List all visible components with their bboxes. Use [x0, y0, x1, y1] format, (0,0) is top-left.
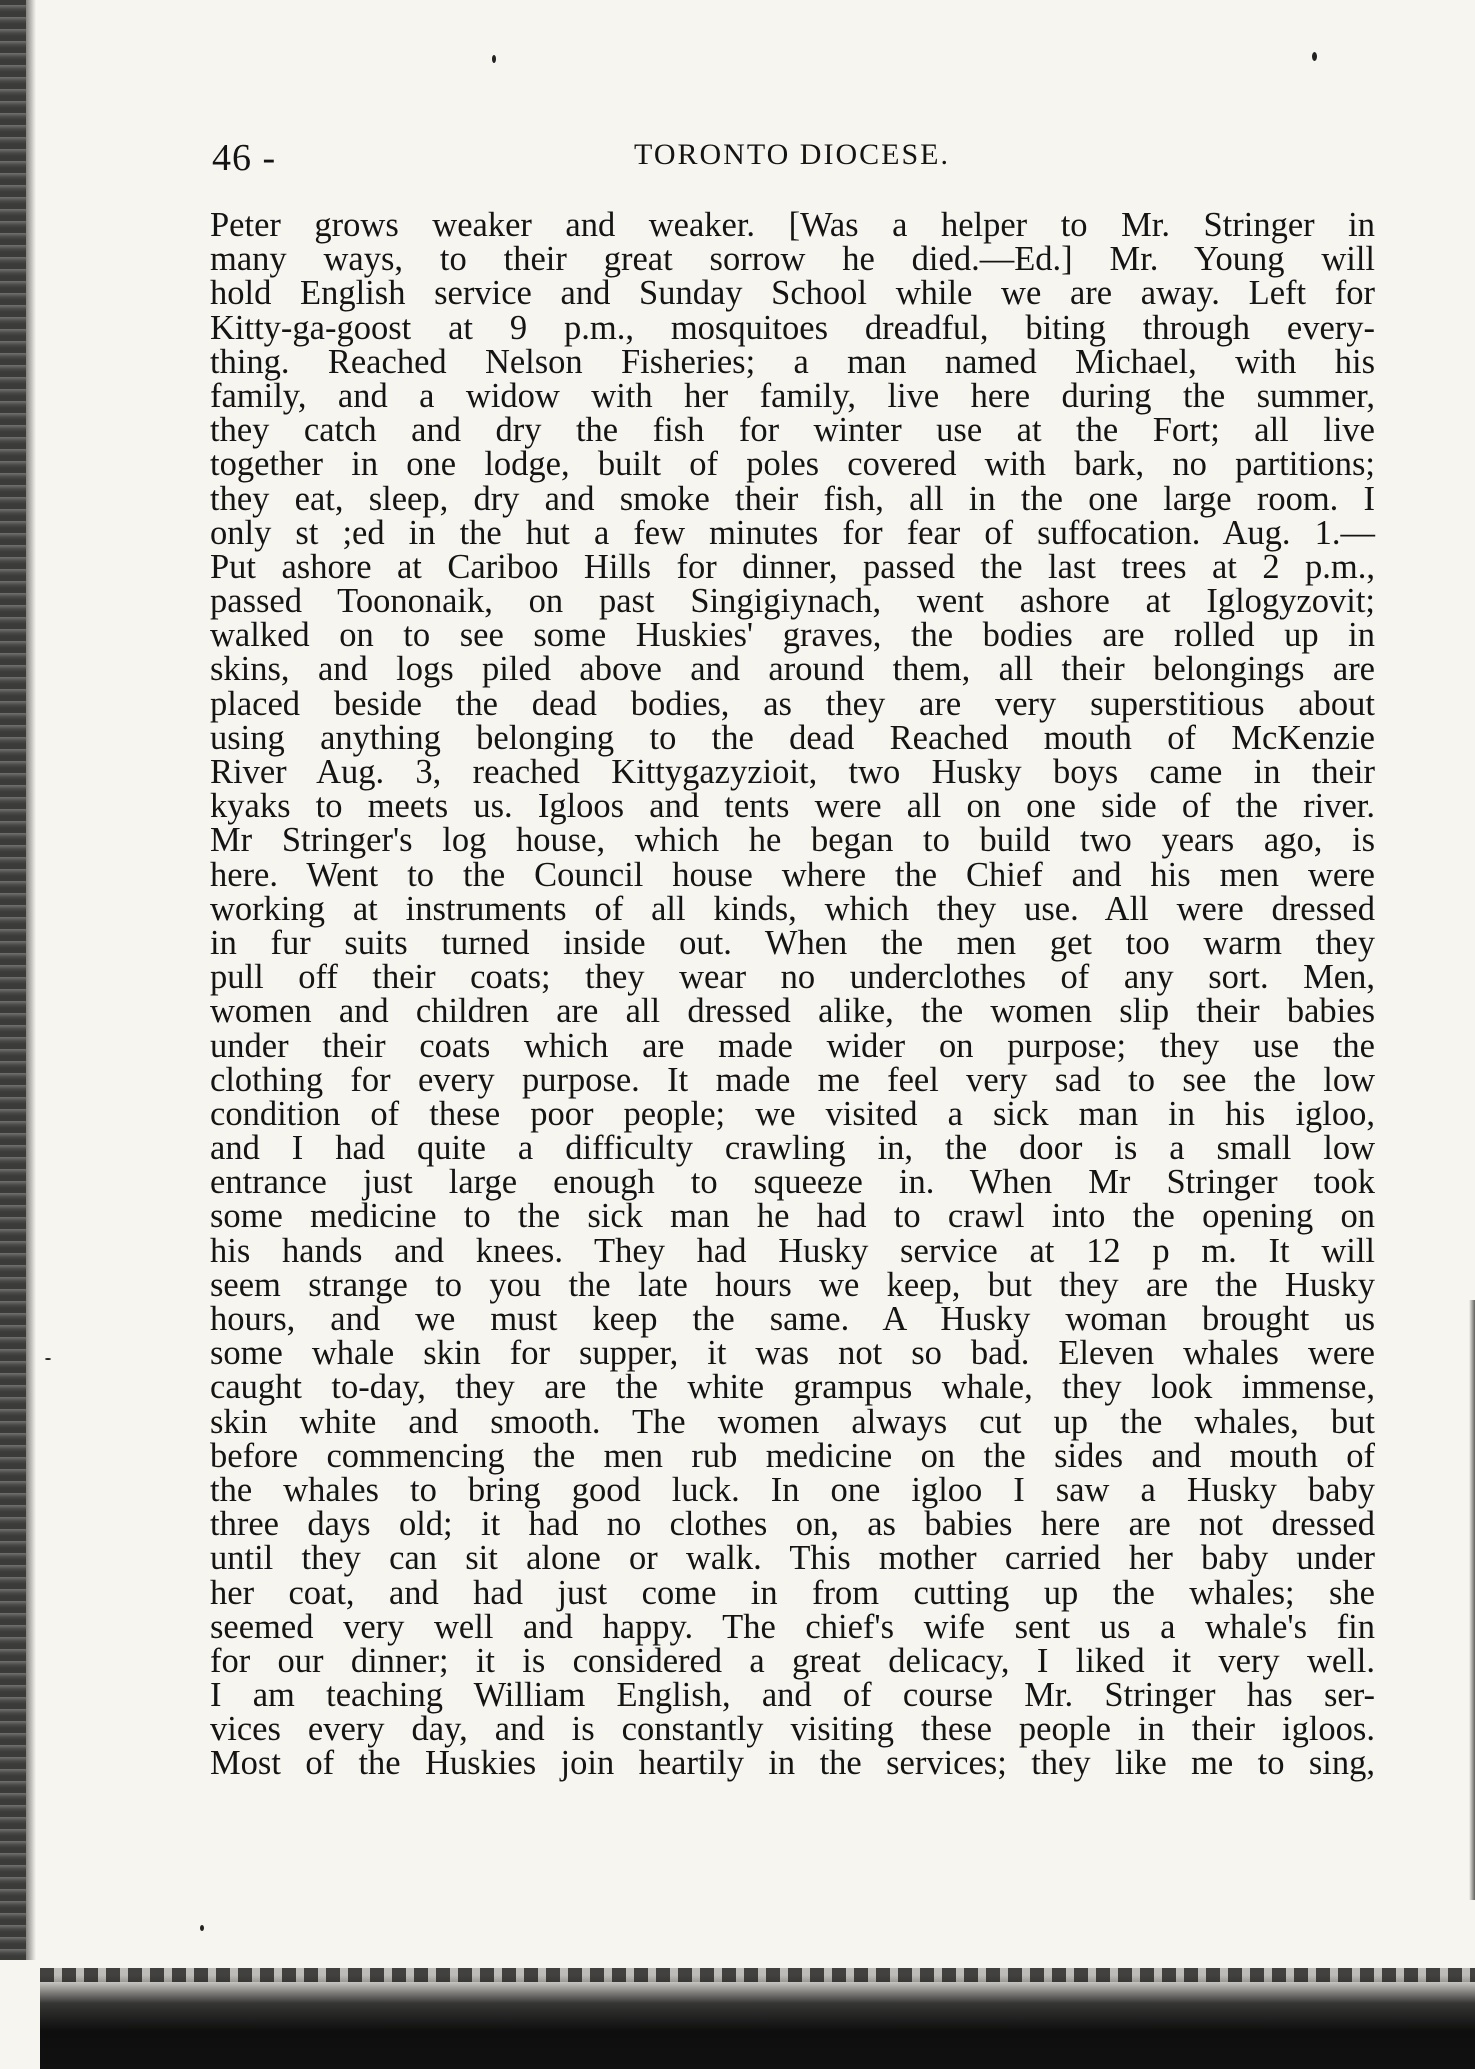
text-line: walked on to see some Huskies' graves, the bodies are rolled up in — [210, 616, 1375, 655]
text-line: for our dinner; it is considered a great delicacy, I liked it very well. — [210, 1641, 1375, 1680]
body-text — [210, 208, 1375, 1968]
text-line: they eat, sleep, dry and smoke their fish, all in the one large room. I — [210, 479, 1375, 518]
text-line: and I had quite a difficulty crawling in, the door is a small low — [210, 1129, 1375, 1168]
page-edge-shadow-right — [1469, 1300, 1475, 1900]
text-line: working at instruments of all kinds, which they use. All were dressed — [210, 889, 1375, 928]
text-line: in fur suits turned inside out. When the men get too warm they — [210, 923, 1375, 962]
running-title: TORONTO DIOCESE. — [634, 138, 950, 171]
text-line: women and children are all dressed alike, the women slip their babies — [210, 992, 1375, 1031]
text-line: passed Toononaik, on past Singigiynach, went ashore at Iglogyzovit; — [210, 582, 1375, 621]
text-line: River Aug. 3, reached Kittygazyzioit, two Husky boys came in their — [210, 753, 1375, 791]
text-line: condition of these poor people; we visited a sick man in his igloo, — [210, 1094, 1375, 1133]
text-line: family, and a widow with her family, live here during the summer, — [210, 376, 1375, 415]
text-line: some whale skin for supper, it was not so bad. Eleven whales were — [210, 1334, 1375, 1373]
text-line: thing. Reached Nelson Fisheries; a man named Michael, with his — [210, 342, 1375, 381]
text-line: before commencing the men rub medicine on the sides and mouth of — [210, 1436, 1375, 1475]
text-line: entrance just large enough to squeeze in. When Mr Stringer took — [210, 1163, 1375, 1202]
text-line: Peter grows weaker and weaker. [Was a helper to Mr. Stringer in — [210, 206, 1375, 244]
binding-shadow-left — [0, 0, 26, 1960]
text-line: three days old; it had no clothes on, as babies here are not dressed — [210, 1505, 1375, 1544]
scan-speck — [200, 1925, 204, 1931]
text-line: until they can sit alone or walk. This mother carried her baby under — [210, 1539, 1375, 1578]
scan-speck — [492, 55, 496, 63]
text-line: Put ashore at Cariboo Hills for dinner, passed the last trees at 2 p.m., — [210, 547, 1375, 586]
text-line: seem strange to you the late hours we keep, but they are the Husky — [210, 1265, 1375, 1304]
text-line: under their coats which are made wider on purpose; they use the — [210, 1026, 1375, 1065]
text-line: skin white and smooth. The women always cut up the whales, but — [210, 1402, 1375, 1441]
text-line: some medicine to the sick man he had to crawl into the opening on — [210, 1197, 1375, 1236]
text-line: Most of the Huskies join heartily in the services; they like me to sing, — [210, 1744, 1375, 1783]
text-line: many ways, to their great sorrow he died.—Ed.] Mr. Young will — [210, 240, 1375, 279]
binding-gradient — [26, 0, 36, 1960]
text-line: placed beside the dead bodies, as they are very superstitious about — [210, 684, 1375, 723]
scan-speck — [45, 1358, 51, 1360]
text-line: together in one lodge, built of poles covered with bark, no partitions; — [210, 445, 1375, 484]
running-head — [212, 136, 1372, 190]
text-line: hours, and we must keep the same. A Husky woman brought us — [210, 1300, 1375, 1338]
text-line: pull off their coats; they wear no underclothes of any sort. Men, — [210, 958, 1375, 997]
text-line: Kitty-ga-goost at 9 p.m., mosquitoes dreadful, biting through every- — [210, 308, 1375, 347]
text-line: clothing for every purpose. It made me feel very sad to see the low — [210, 1060, 1375, 1099]
text-line: caught to-day, they are the white grampus whale, they look immense, — [210, 1368, 1375, 1407]
text-line: they catch and dry the fish for winter use at the Fort; all live — [210, 411, 1375, 450]
text-line: skins, and logs piled above and around them, all their belongings are — [210, 650, 1375, 689]
text-line: kyaks to meets us. Igloos and tents were all on one side of the river. — [210, 787, 1375, 826]
text-line: his hands and knees. They had Husky service at 12 p m. It will — [210, 1231, 1375, 1270]
text-line: her coat, and had just come in from cutting up the whales; she — [210, 1573, 1375, 1612]
text-line: vices every day, and is constantly visiting these people in their igloos. — [210, 1710, 1375, 1749]
text-line: here. Went to the Council house where the Chief and his men were — [210, 855, 1375, 894]
scan-speck — [1312, 52, 1317, 61]
page-number: 46 - — [212, 137, 277, 179]
text-line: the whales to bring good luck. In one igloo I saw a Husky baby — [210, 1470, 1375, 1509]
text-line: using anything belonging to the dead Reached mouth of McKenzie — [210, 718, 1375, 757]
text-line: only st ;ed in the hut a few minutes for fear of suffocation. Aug. 1.— — [210, 513, 1375, 552]
text-line: seemed very well and happy. The chief's wife sent us a whale's fin — [210, 1607, 1375, 1646]
text-line: hold English service and Sunday School while we are away. Left for — [210, 274, 1375, 313]
text-line: I am teaching William English, and of course Mr. Stringer has ser- — [210, 1676, 1375, 1715]
text-line: Mr Stringer's log house, which he began to build two years ago, is — [210, 821, 1375, 860]
scan-bottom-shadow — [40, 1975, 1475, 2069]
